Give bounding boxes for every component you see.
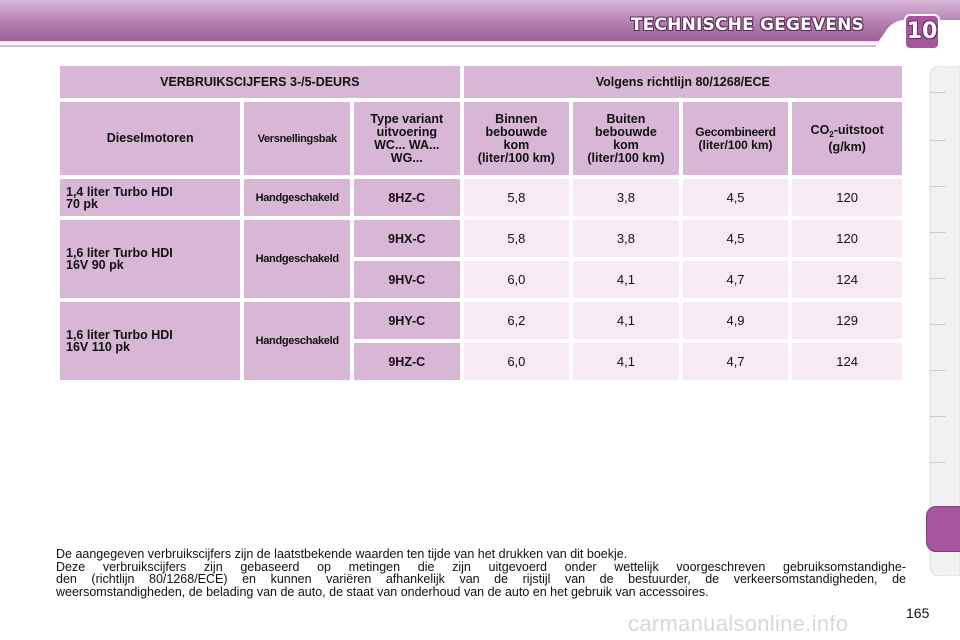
col-header-gearbox: Versnellingsbak	[244, 102, 350, 175]
co2-value: 124	[792, 261, 902, 298]
table-title-left: VERBRUIKSCIJFERS 3-/5-DEURS	[60, 66, 460, 98]
urban-line: kom	[503, 137, 530, 152]
combined-value: 4,7	[683, 343, 789, 380]
type-line: uitvoering	[376, 124, 437, 139]
urban-line: (liter/100 km)	[477, 150, 555, 165]
consumption-table	[56, 62, 906, 384]
note-line: Deze verbruikscijfers zijn gebaseerd op metingen die zijn uitgevoerd onder wettelijk voorgeschreven gebruiksomstandighe-	[56, 559, 906, 574]
co2-subscript: 2	[829, 129, 834, 139]
co2-value: 124	[792, 343, 902, 380]
type-line: Type variant	[370, 111, 444, 126]
combined-line: (liter/100 km)	[698, 137, 773, 152]
engine-cell	[60, 179, 240, 216]
combined-value: 4,9	[683, 302, 789, 339]
col-header-combined	[683, 102, 789, 175]
urban-line: bebouwde	[485, 124, 548, 139]
urban-value: 6,0	[464, 261, 570, 298]
side-tab-divider	[930, 186, 946, 187]
urban-line: Binnen	[495, 111, 538, 126]
co2-suffix: -uitstoot	[833, 122, 884, 137]
type-code-cell: 9HZ-C	[354, 343, 460, 380]
co2-value: 120	[792, 179, 902, 216]
col-header-engines: Dieselmotoren	[60, 102, 240, 175]
engine-cell	[60, 302, 240, 380]
side-tab-divider	[930, 92, 946, 93]
table-title-right: Volgens richtlijn 80/1268/ECE	[464, 66, 902, 98]
side-tab-divider	[930, 140, 946, 141]
type-line: WG...	[390, 150, 423, 165]
consumption-note	[56, 548, 906, 598]
urban-value: 6,0	[464, 343, 570, 380]
type-code-cell: 9HY-C	[354, 302, 460, 339]
type-line: WC... WA...	[374, 137, 440, 152]
engine-line: 70 pk	[66, 196, 98, 211]
extra-urban-line: kom	[613, 137, 639, 152]
table-title-row	[60, 66, 902, 98]
side-tab-divider	[930, 278, 946, 279]
active-chapter-tab[interactable]	[926, 506, 960, 552]
column-header-row	[60, 102, 902, 175]
extra-urban-value: 3,8	[573, 179, 679, 216]
engine-line: 1,6 liter Turbo HDI	[66, 328, 173, 342]
side-tab-divider	[930, 232, 946, 233]
page-header	[0, 0, 960, 50]
engine-line: 16V 90 pk	[66, 258, 124, 272]
combined-value: 4,5	[683, 179, 789, 216]
extra-urban-value: 4,1	[573, 302, 679, 339]
extra-urban-line: (liter/100 km)	[587, 150, 665, 165]
col-header-type	[354, 102, 460, 175]
gearbox-cell: Handgeschakeld	[244, 220, 350, 298]
extra-urban-line: bebouwde	[595, 124, 657, 139]
co2-prefix: CO	[810, 122, 830, 137]
co2-value: 129	[792, 302, 902, 339]
page-number: 165	[906, 605, 930, 621]
combined-value: 4,7	[683, 261, 789, 298]
table-row	[60, 179, 902, 216]
co2-unit: (g/km)	[828, 139, 866, 154]
engine-line: 1,4 liter Turbo HDI	[66, 184, 173, 199]
table-row	[60, 302, 902, 339]
extra-urban-value: 3,8	[573, 220, 679, 257]
col-header-co2	[792, 102, 902, 175]
co2-value: 120	[792, 220, 902, 257]
table-row	[60, 220, 902, 257]
type-code-cell: 9HX-C	[354, 220, 460, 257]
col-header-extra-urban	[573, 102, 679, 175]
urban-value: 5,8	[464, 179, 570, 216]
side-tab-divider	[930, 416, 946, 417]
note-line: den (richtlijn 80/1268/ECE) en kunnen variëren afhankelijk van de rijstijl van de bestuurder, de verkeersomstandigheden, de	[56, 572, 906, 586]
engine-line: 1,6 liter Turbo HDI	[66, 246, 173, 260]
side-tab-divider	[930, 370, 946, 371]
urban-value: 6,2	[464, 302, 570, 339]
gearbox-cell: Handgeschakeld	[244, 302, 350, 380]
section-title: TECHNISCHE GEGEVENS	[630, 15, 864, 35]
extra-urban-value: 4,1	[573, 261, 679, 298]
type-code-cell: 8HZ-C	[354, 179, 460, 216]
urban-value: 5,8	[464, 220, 570, 257]
side-tab-rail	[928, 66, 960, 576]
combined-value: 4,5	[683, 220, 789, 257]
note-line: weersomstandigheden, de belading van de auto, de staat van onderhoud van de auto en het gebruik van accessoires.	[56, 584, 709, 599]
side-tab-divider	[930, 462, 946, 463]
combined-line: Gecombineerd	[695, 124, 776, 139]
col-header-urban	[464, 102, 570, 175]
chapter-number: 10	[906, 19, 938, 44]
extra-urban-value: 4,1	[573, 343, 679, 380]
extra-urban-line: Buiten	[606, 111, 646, 126]
note-line: De aangegeven verbruikscijfers zijn de laatstbekende waarden ten tijde van het drukken van dit boekje.	[56, 547, 628, 561]
watermark: carmanualsonline.info	[628, 611, 849, 636]
engine-line: 16V 110 pk	[66, 340, 130, 354]
type-code-cell: 9HV-C	[354, 261, 460, 298]
engine-cell	[60, 220, 240, 298]
side-tab-divider	[930, 324, 946, 325]
gearbox-cell: Handgeschakeld	[244, 179, 350, 216]
